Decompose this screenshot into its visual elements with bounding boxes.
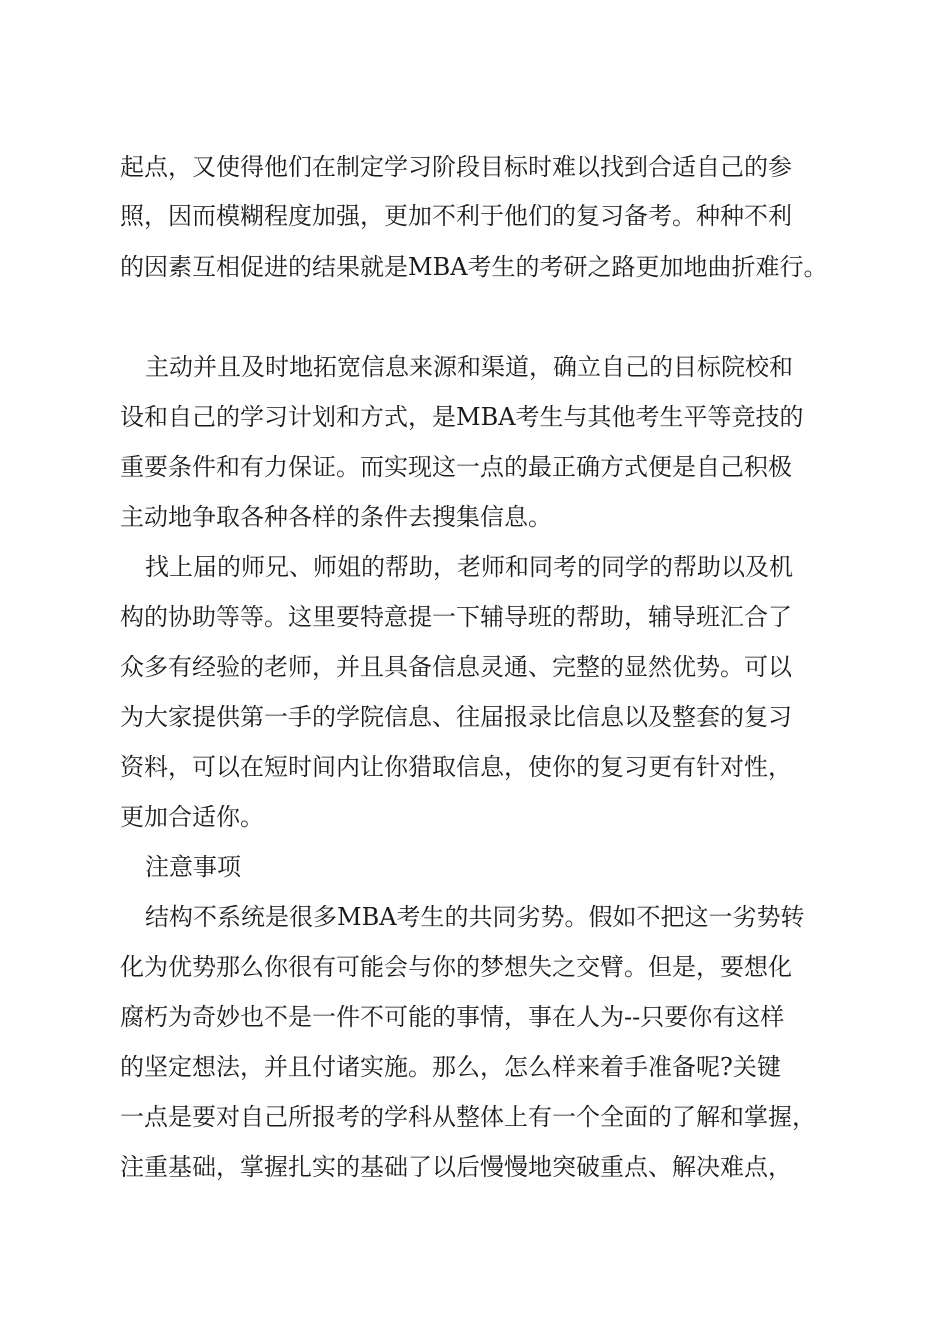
paragraph-5-line-2: 化为优势那么你很有可能会与你的梦想失之交臂。但是，要想化 [120,953,792,981]
paragraph-1-line-3: 的因素互相促进的结果就是MBA考生的考研之路更加地曲折难行。 [120,253,828,281]
paragraph-3-line-6: 更加合适你。 [120,803,264,831]
section-heading: 注意事项 [145,853,241,881]
paragraph-2-line-2: 设和自己的学习计划和方式，是MBA考生与其他考生平等竞技的 [120,403,804,431]
paragraph-3-line-3: 众多有经验的老师，并且具备信息灵通、完整的显然优势。可以 [120,653,792,681]
paragraph-5-line-6: 注重基础，掌握扎实的基础了以后慢慢地突破重点、解决难点， [120,1153,792,1181]
paragraph-3-line-5: 资料，可以在短时间内让你猎取信息，使你的复习更有针对性， [120,753,792,781]
paragraph-2-line-1: 主动并且及时地拓宽信息来源和渠道，确立自己的目标院校和 [145,353,793,381]
paragraph-2-line-3: 重要条件和有力保证。而实现这一点的最正确方式便是自己积极 [120,453,792,481]
paragraph-3-line-2: 构的协助等等。这里要特意提一下辅导班的帮助，辅导班汇合了 [120,603,792,631]
paragraph-5-line-3: 腐朽为奇妙也不是一件不可能的事情，事在人为--只要你有这样 [120,1003,785,1031]
paragraph-5-line-5: 一点是要对自己所报考的学科从整体上有一个全面的了解和掌握， [120,1103,816,1131]
paragraph-1-line-2: 照，因而模糊程度加强，更加不利于他们的复习备考。种种不利 [120,202,792,230]
paragraph-5-line-1: 结构不系统是很多MBA考生的共同劣势。假如不把这一劣势转 [145,903,805,931]
paragraph-3-line-4: 为大家提供第一手的学院信息、往届报录比信息以及整套的复习 [120,703,792,731]
paragraph-1-line-1: 起点，又使得他们在制定学习阶段目标时难以找到合适自己的参 [120,153,792,181]
paragraph-5-line-4: 的坚定想法，并且付诸实施。那么，怎么样来着手准备呢?关键 [120,1053,781,1081]
paragraph-3-line-1: 找上届的师兄、师姐的帮助，老师和同考的同学的帮助以及机 [145,553,793,581]
paragraph-2-line-4: 主动地争取各种各样的条件去搜集信息。 [120,503,552,531]
